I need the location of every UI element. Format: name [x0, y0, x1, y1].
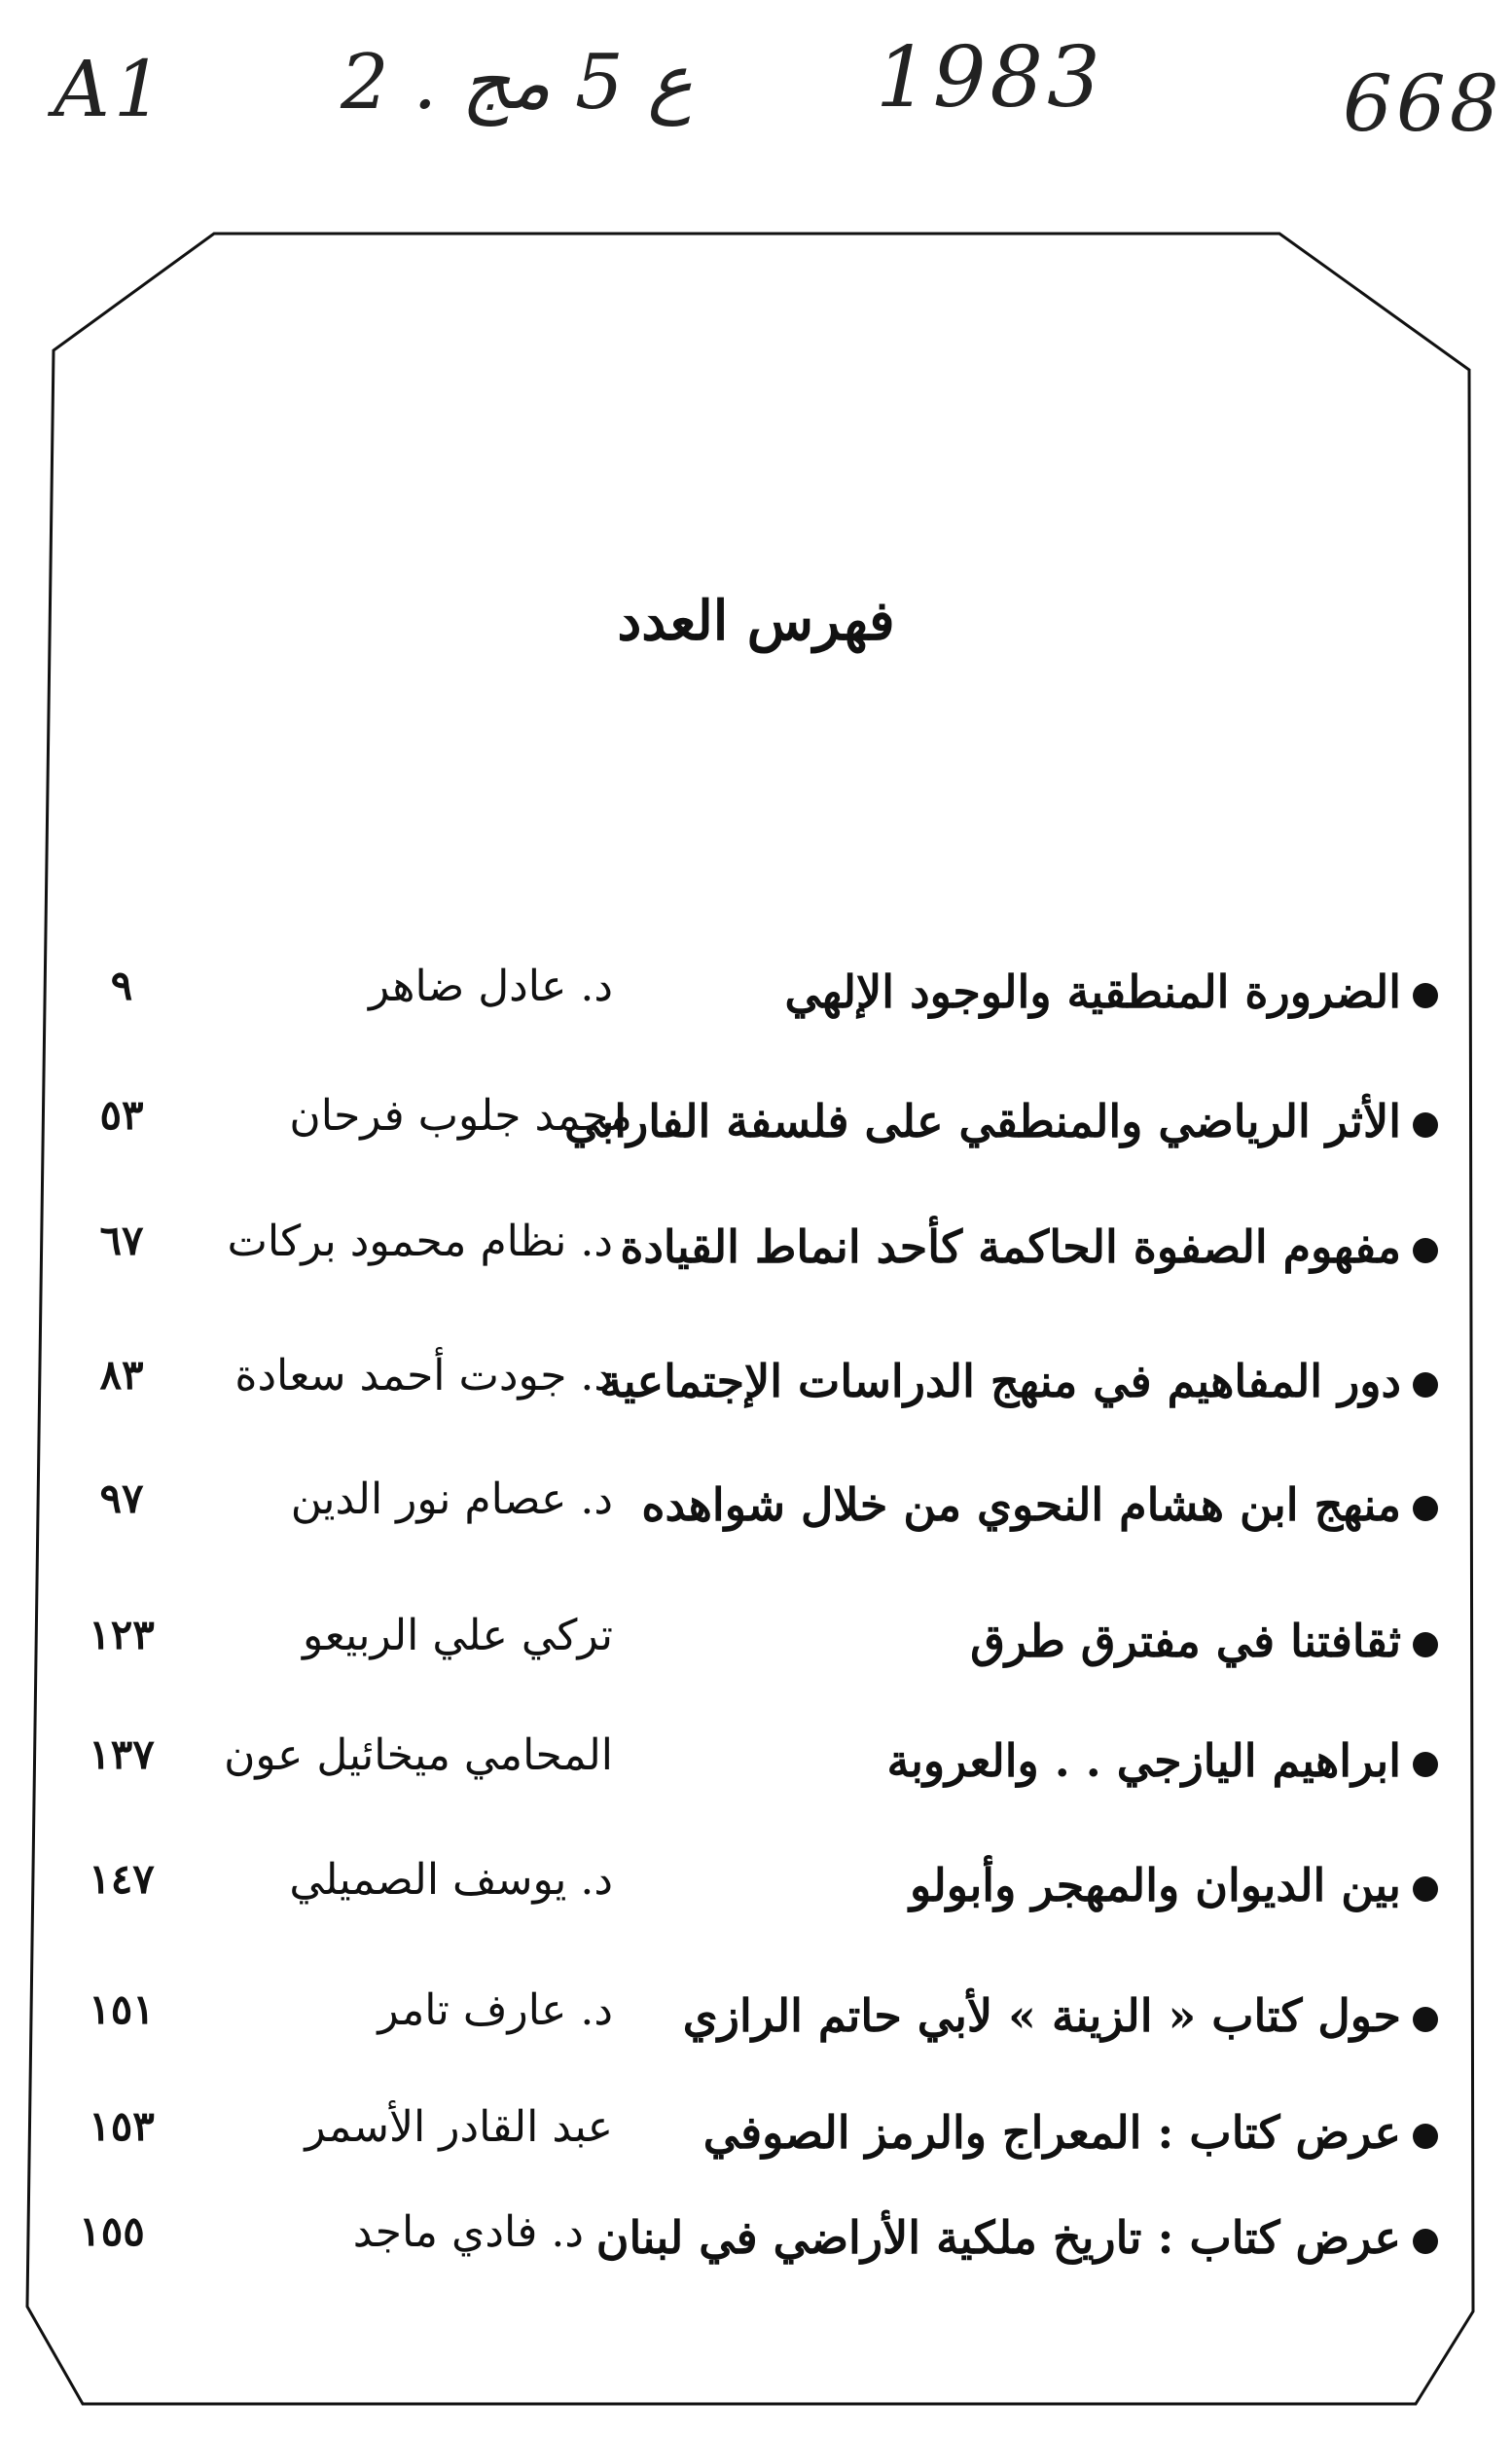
- bullet-icon: [1413, 2007, 1438, 2032]
- article-author: تركي علي الربيعو: [303, 1611, 613, 1660]
- toc-entry: [58, 1333, 1421, 1431]
- year: 1983: [876, 29, 1104, 127]
- bullet-icon: [1413, 1496, 1438, 1521]
- page-number: ٩: [110, 962, 133, 1009]
- article-author: د. نظام محمود بركات: [227, 1217, 613, 1266]
- toc-entry: [58, 1457, 1421, 1554]
- article-author: عبد القادر الأسمر: [305, 2102, 613, 2152]
- toc-entry: [58, 1968, 1421, 2065]
- bullet-icon: [1413, 1632, 1438, 1657]
- document-number: 668: [1343, 58, 1503, 149]
- bullet-icon: [1413, 2124, 1438, 2149]
- page-number: ١٣٧: [89, 1730, 155, 1778]
- bullet-icon: [1413, 1238, 1438, 1263]
- page-number: ١٥٣: [89, 2102, 155, 2150]
- article-author: د. فادي ماجد: [352, 2207, 584, 2257]
- article-author: المحامي ميخائيل عون: [224, 1730, 613, 1780]
- page-number: ٨٣: [99, 1351, 144, 1399]
- article-title: الضرورة المنطقية والوجود الإلهي: [784, 965, 1401, 1018]
- toc-entry: [58, 1837, 1421, 1935]
- page-number: ١٢٣: [89, 1611, 155, 1658]
- page-number: ١٥١: [89, 1985, 155, 2033]
- toc-entry: [58, 1073, 1421, 1171]
- toc-entry: [58, 2190, 1421, 2287]
- toc-entry: [58, 944, 1421, 1041]
- article-title: الأثر الرياضي والمنطقي على فلسفة الفارابي: [564, 1095, 1401, 1147]
- article-title: منهج ابن هشام النحوي من خلال شواهده: [641, 1478, 1401, 1531]
- article-author: د. عصام نور الدين: [290, 1474, 613, 1524]
- article-author: د. عارف تامر: [378, 1985, 613, 2035]
- article-title: بين الديوان والمهجر وأبولو: [909, 1859, 1401, 1911]
- article-title: دور المفاهيم في منهج الدراسات الإجتماعية: [599, 1355, 1401, 1407]
- article-title: حول كتاب « الزينة » لأبي حاتم الرازي: [682, 1989, 1401, 2042]
- article-author: محمد جلوب فرحان: [289, 1091, 632, 1141]
- article-author: د. يوسف الصميلي: [289, 1855, 613, 1905]
- bullet-icon: [1413, 1876, 1438, 1902]
- article-author: د. عادل ضاهر: [368, 962, 613, 1011]
- page-number: ٦٧: [99, 1217, 144, 1264]
- volume-issue: 2 . ع 5 مج: [341, 39, 693, 127]
- bullet-icon: [1413, 1112, 1438, 1138]
- page-number: ٩٧: [99, 1474, 144, 1522]
- bullet-icon: [1413, 2229, 1438, 2254]
- page-number: ٥٣: [99, 1091, 144, 1139]
- page-number: ١٤٧: [89, 1855, 155, 1903]
- article-title: ابراهيم اليازجي . . والعروبة: [886, 1734, 1401, 1787]
- bullet-icon: [1413, 1752, 1438, 1777]
- bullet-icon: [1413, 983, 1438, 1008]
- toc-entry: [58, 1199, 1421, 1296]
- table-of-contents: [58, 944, 1421, 2307]
- article-title: عرض كتاب : المعراج والرمز الصوفي: [702, 2106, 1401, 2159]
- page-title: فهرس العدد: [617, 589, 895, 653]
- toc-entry: [58, 2085, 1421, 2182]
- bullet-icon: [1413, 1372, 1438, 1398]
- article-author: د. جودت أحمد سعادة: [234, 1351, 613, 1400]
- article-title: عرض كتاب : تاريخ ملكية الأراضي في لبنان: [595, 2211, 1401, 2264]
- archive-code: A1: [54, 44, 167, 134]
- toc-entry: [58, 1593, 1421, 1691]
- toc-entry: [58, 1713, 1421, 1810]
- article-title: مفهوم الصفوة الحاكمة كأحد انماط القيادة: [620, 1220, 1401, 1273]
- article-title: ثقافتنا في مفترق طرق: [970, 1615, 1401, 1667]
- page-number: ١٥٥: [79, 2207, 145, 2255]
